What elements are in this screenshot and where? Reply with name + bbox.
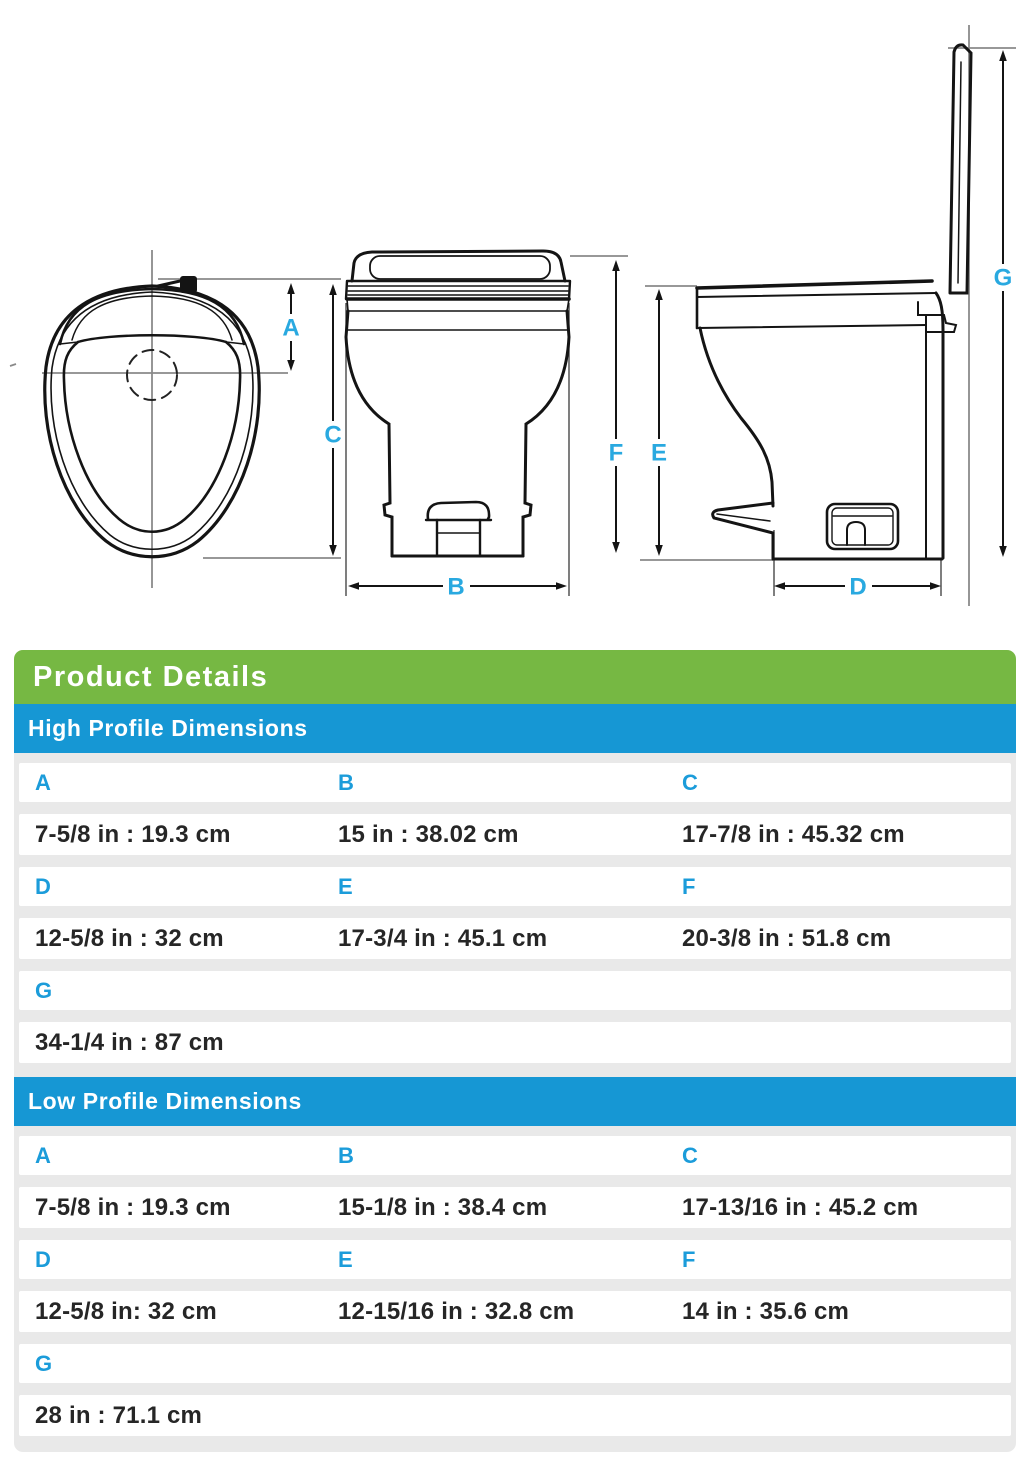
dim-label-c: C [324, 421, 342, 449]
dim-letter-c-low: C [682, 1142, 699, 1168]
dim-value-b-high: 15 in : 38.02 cm [338, 820, 519, 848]
high-profile-table [14, 753, 1016, 1077]
dim-letter-a-high: A [35, 769, 52, 795]
letter-row-g [19, 971, 1011, 1010]
dim-letter-e-high: E [338, 873, 354, 899]
dim-value-g-high: 34-1/4 in : 87 cm [35, 1028, 224, 1056]
dim-letter-c-high: C [682, 769, 699, 795]
dim-value-f-high: 20-3/8 in : 51.8 cm [682, 924, 892, 952]
dim-value-b-low: 15-1/8 in : 38.4 cm [338, 1193, 548, 1221]
side-view-drawing [697, 45, 971, 559]
dim-letter-b-high: B [338, 769, 355, 795]
high-profile-header [14, 704, 1016, 753]
letter-row-def [19, 867, 1011, 906]
dim-letter-e-low: E [338, 1246, 354, 1272]
arrowheads [287, 50, 1007, 590]
high-profile-title: High Profile Dimensions [28, 715, 308, 741]
dim-letter-d-high: D [35, 873, 52, 899]
front-view-drawing [346, 251, 570, 556]
dim-value-f-low: 14 in : 35.6 cm [682, 1297, 850, 1325]
dim-label-a: A [282, 314, 300, 342]
dim-value-g-low: 28 in : 71.1 cm [35, 1401, 203, 1429]
letter-row-def [19, 1240, 1011, 1279]
letter-row-g [19, 1344, 1011, 1383]
low-profile-title: Low Profile Dimensions [28, 1088, 302, 1114]
letter-row-abc [19, 1136, 1011, 1175]
dim-value-c-high: 17-7/8 in : 45.32 cm [682, 820, 905, 848]
value-row-g [19, 1022, 1011, 1063]
dim-letter-b-low: B [338, 1142, 355, 1168]
value-row-def [19, 1291, 1011, 1332]
dim-letter-d-low: D [35, 1246, 52, 1272]
dim-value-a-low: 7-5/8 in : 19.3 cm [35, 1193, 231, 1221]
dim-value-a-high: 7-5/8 in : 19.3 cm [35, 820, 231, 848]
dim-value-c-low: 17-13/16 in : 45.2 cm [682, 1193, 919, 1221]
low-profile-header [14, 1077, 1016, 1126]
dimension-diagram [0, 0, 1030, 650]
dim-label-f: F [608, 439, 624, 467]
dim-letter-a-low: A [35, 1142, 52, 1168]
dim-label-e: E [650, 439, 668, 467]
reference-lines [10, 25, 1016, 606]
product-details-card [14, 650, 1016, 1452]
sprayer-recess [827, 504, 898, 549]
dim-label-g: G [993, 264, 1013, 292]
extension-lines [346, 303, 941, 596]
value-row-abc [19, 1187, 1011, 1228]
dim-value-e-low: 12-15/16 in : 32.8 cm [338, 1297, 575, 1325]
product-details-title: Product Details [33, 660, 269, 693]
dim-value-d-high: 12-5/8 in : 32 cm [35, 924, 224, 952]
dim-letter-f-low: F [682, 1246, 696, 1272]
value-row-abc [19, 814, 1011, 855]
letter-row-abc [19, 763, 1011, 802]
value-row-def [19, 918, 1011, 959]
dim-label-b: B [447, 573, 465, 601]
flush-button-top-view [180, 276, 197, 293]
dim-label-d: D [849, 573, 867, 601]
value-row-g [19, 1395, 1011, 1436]
toilet-dimension-drawing [0, 0, 1030, 650]
dim-letter-g-low: G [35, 1350, 53, 1376]
dim-letter-g-high: G [35, 977, 53, 1003]
dim-value-e-high: 17-3/4 in : 45.1 cm [338, 924, 548, 952]
product-details-header [14, 650, 1016, 704]
dim-value-d-low: 12-5/8 in: 32 cm [35, 1297, 217, 1325]
dim-letter-f-high: F [682, 873, 696, 899]
low-profile-table [14, 1126, 1016, 1452]
